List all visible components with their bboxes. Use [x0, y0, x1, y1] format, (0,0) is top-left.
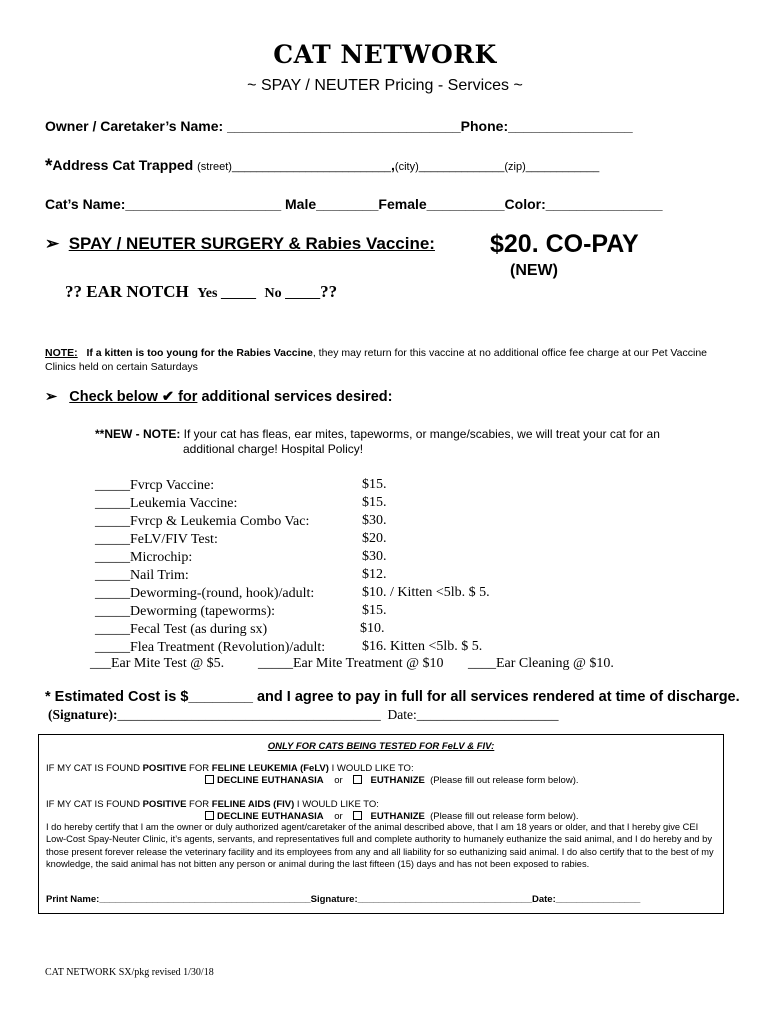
zip-field[interactable]: (zip)____________ — [504, 161, 600, 173]
decline-option[interactable]: DECLINE EUTHANASIA — [217, 775, 324, 786]
euthanize-option[interactable]: EUTHANIZE — [370, 811, 425, 822]
checkbox-icon[interactable] — [205, 775, 214, 784]
service-price: $12. — [362, 567, 387, 582]
ear-notch-no[interactable]: No _____ — [264, 286, 321, 301]
new-tag: (NEW) — [510, 262, 558, 279]
service-price: $20. — [362, 531, 387, 546]
checkbox-icon[interactable] — [353, 775, 362, 784]
print-name-line[interactable]: Print Name:________________________________________Signature:_________________________________Date:________________ — [46, 894, 641, 905]
service-price: $15. — [362, 603, 387, 618]
address-line[interactable] — [45, 156, 599, 178]
checkbox-icon[interactable] — [205, 811, 214, 820]
required-star: * — [45, 156, 53, 177]
service-price: $30. — [362, 513, 387, 528]
ear-notch-yes[interactable]: Yes _____ — [197, 286, 256, 301]
checkbox-icon[interactable] — [353, 811, 362, 820]
city-field[interactable]: (city)______________ — [394, 161, 505, 173]
release-note: (Please fill out release form below). — [430, 775, 579, 786]
service-item[interactable]: _____Fvrcp & Leukemia Combo Vac: — [95, 514, 310, 529]
ear-cleaning[interactable]: ____Ear Cleaning @ $10. — [468, 656, 614, 671]
service-price: $30. — [362, 549, 387, 564]
new-note-line2: additional charge! Hospital Policy! — [183, 442, 364, 456]
new-note-line1: If your cat has fleas, ear mites, tapeworms, or mange/scabies, we will treat your cat for an — [180, 427, 660, 441]
felv-line: IF MY CAT IS FOUND POSITIVE FOR FELINE LEUKEMIA (FeLV) I WOULD LIKE TO: — [46, 763, 414, 774]
service-item[interactable]: _____Fecal Test (as during sx) — [95, 622, 268, 637]
service-item[interactable]: _____Nail Trim: — [95, 568, 189, 583]
arrow-bullet-icon: ➢ — [45, 389, 58, 405]
felv-fiv-box — [38, 734, 724, 914]
euthanize-option[interactable]: EUTHANIZE — [370, 775, 425, 786]
street-field[interactable]: (street)__________________________ — [197, 161, 392, 173]
box-heading: ONLY FOR CATS BEING TESTED FOR FeLV & FIV: — [267, 741, 495, 752]
estimated-cost-line[interactable]: * Estimated Cost is $________ and I agree to pay in full for all services rendered at time of discharge. — [45, 689, 740, 705]
kitten-note — [45, 346, 725, 374]
certification-paragraph: I do hereby certify that I am the owner or duly authorized agent/caretaker of the animal described above, that I am 18 years or older, and that I hereby give CEI Low-Cost Spay-Neuter Clinic, it’s agents, servants, and representatives full and complete authority to humanely euthanize the said animal, and I do hereby and by those present forever release the veterinary facility and its employees from any and all liability for so euthanizing said animal. I do also certify that to the best of my knowledge, the said animal has not bitten any person or animal during the last fifteen (15) days and has not been exposed to rabies. — [46, 822, 714, 870]
spay-neuter-line — [45, 234, 435, 254]
footer-revision: CAT NETWORK SX/pkg revised 1/30/18 — [45, 967, 214, 978]
ear-notch-label: ?? EAR NOTCH — [65, 282, 189, 301]
service-item[interactable]: _____Flea Treatment (Revolution)/adult: — [95, 640, 326, 655]
service-price: $15. — [362, 495, 387, 510]
service-item[interactable]: _____Microchip: — [95, 550, 193, 565]
note-bold: If a kitten is too young for the Rabies Vaccine — [86, 347, 313, 359]
service-price: $10. — [360, 621, 385, 636]
new-note-label: **NEW - NOTE: — [95, 427, 181, 441]
service-item[interactable]: _____Leukemia Vaccine: — [95, 496, 238, 511]
decline-option[interactable]: DECLINE EUTHANASIA — [217, 811, 324, 822]
copay-price: $20. CO-PAY — [490, 230, 639, 258]
arrow-bullet-icon: ➢ — [45, 234, 60, 253]
service-item[interactable]: _____Fvrcp Vaccine: — [95, 478, 215, 493]
service-list — [95, 477, 325, 657]
signature-line[interactable] — [48, 707, 559, 723]
page-subtitle: ~ SPAY / NEUTER Pricing - Services ~ — [247, 77, 523, 94]
note-label: NOTE: — [45, 347, 78, 359]
service-item[interactable]: _____FeLV/FIV Test: — [95, 532, 218, 547]
signature-field[interactable]: _______________________________________ — [117, 707, 381, 722]
felv-options — [205, 775, 579, 786]
address-label: Address Cat Trapped — [52, 157, 198, 173]
address-comma: , — [391, 157, 395, 173]
service-price: $16. Kitten <5lb. $ 5. — [362, 639, 483, 654]
release-note: (Please fill out release form below). — [430, 811, 579, 822]
owner-phone-line[interactable]: Owner / Caretaker’s Name: ______________________________Phone:________________ — [45, 118, 633, 134]
check-below-rest: additional services desired: — [197, 389, 393, 405]
signature-label: (Signature): — [48, 707, 118, 722]
cat-info-line[interactable]: Cat’s Name:____________________ Male________Female__________Color:_______________ — [45, 196, 663, 212]
service-item[interactable]: _____Deworming (tapeworms): — [95, 604, 276, 619]
spay-neuter-text: SPAY / NEUTER SURGERY & Rabies Vaccine: — [68, 234, 435, 253]
check-below-text: Check below ✔ for — [69, 389, 198, 405]
fiv-line: IF MY CAT IS FOUND POSITIVE FOR FELINE AIDS (FIV) I WOULD LIKE TO: — [46, 799, 379, 810]
check-below-heading — [45, 389, 392, 405]
service-price: $15. — [362, 477, 387, 492]
new-note — [95, 427, 715, 457]
page-title: CAT NETWORK — [273, 40, 497, 69]
or-text: or — [334, 775, 343, 786]
ear-notch-line[interactable] — [65, 282, 337, 302]
ear-mite-treatment[interactable]: _____Ear Mite Treatment @ $10 — [258, 656, 444, 671]
ear-mite-test[interactable]: ___Ear Mite Test @ $5. — [90, 656, 225, 671]
service-item[interactable]: _____Deworming-(round, hook)/adult: — [95, 586, 315, 601]
date-field[interactable]: Date:_____________________ — [387, 707, 559, 722]
or-text: or — [334, 811, 343, 822]
note-rest: , they may return for this vaccine at no additional office fee charge at our Pet Vaccine Clinics held on certain Saturdays — [45, 347, 707, 373]
ear-notch-tail: ?? — [320, 282, 338, 301]
service-price: $10. / Kitten <5lb. $ 5. — [362, 585, 490, 600]
